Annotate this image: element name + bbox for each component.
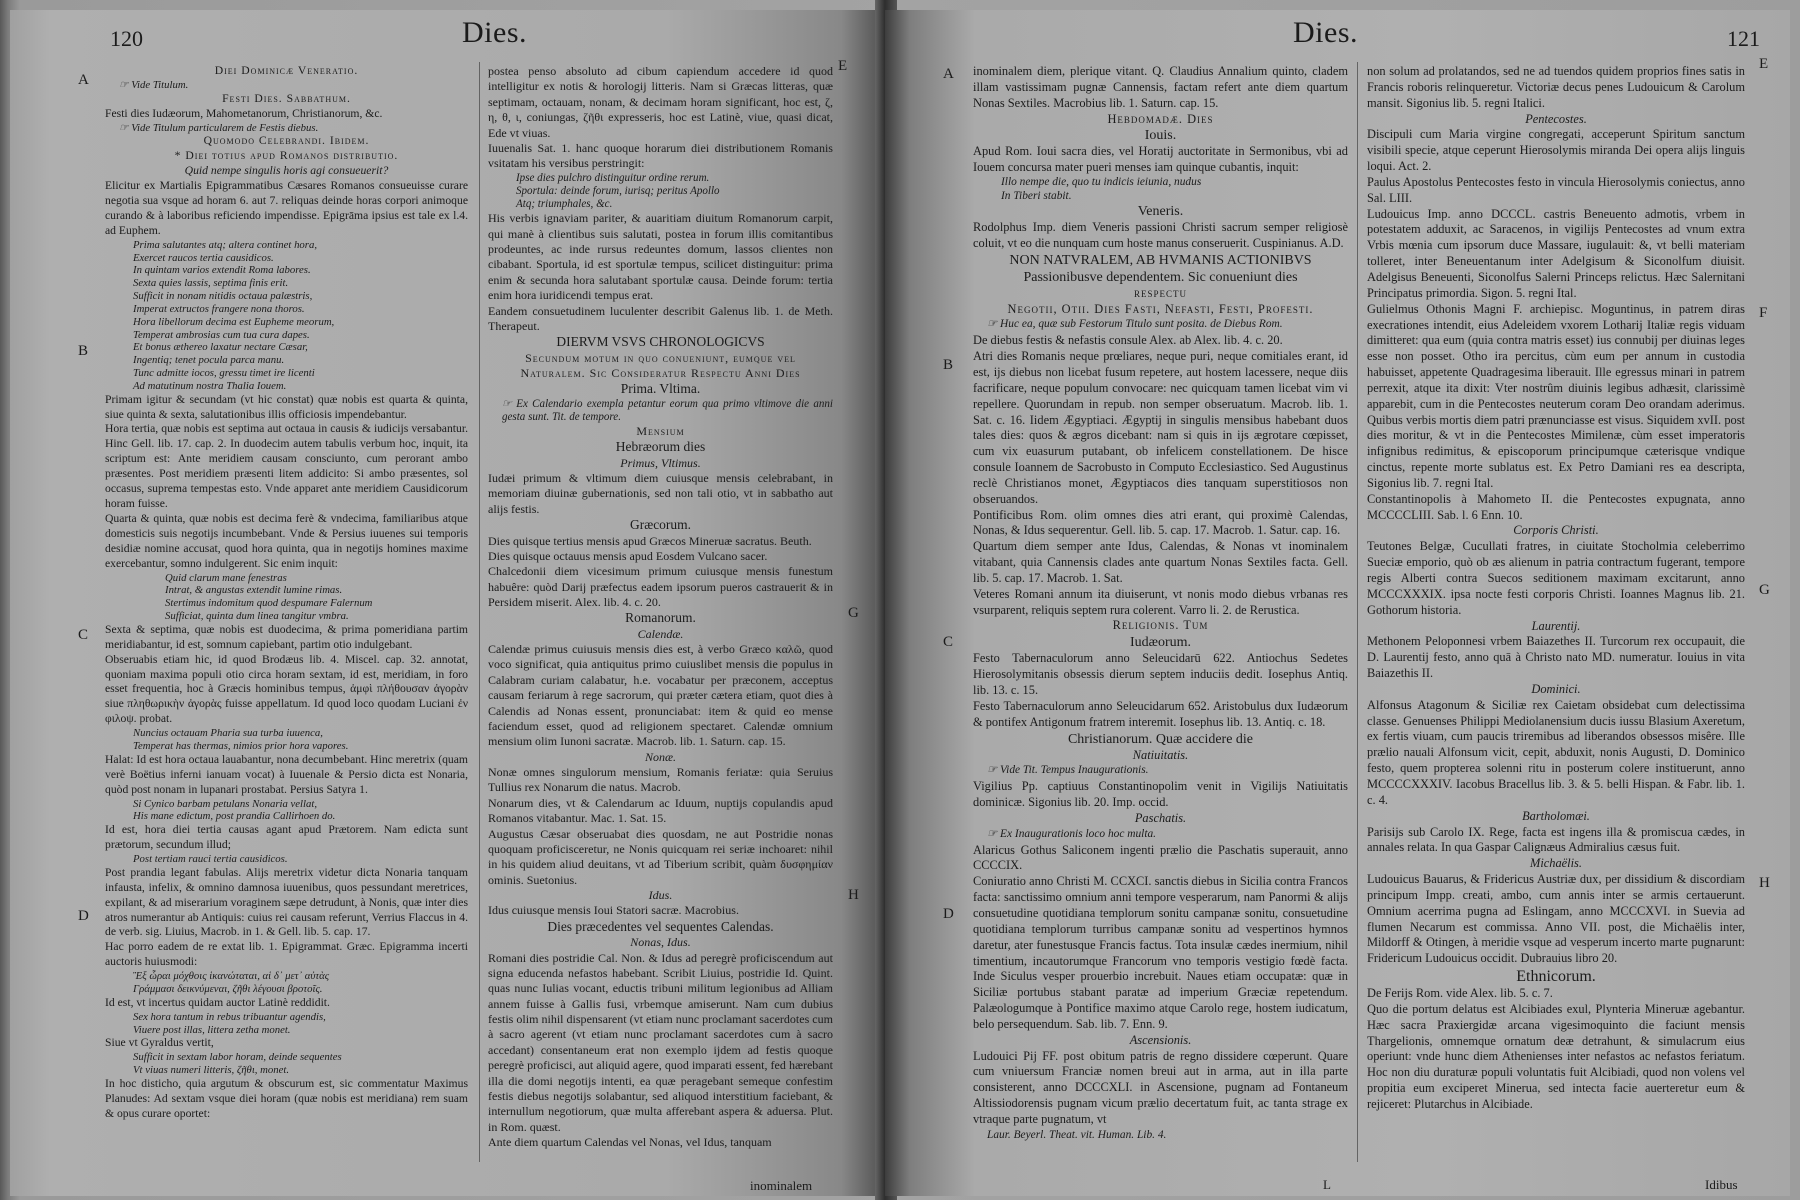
- paragraph: Rodolphus Imp. diem Veneris passioni Christi sacrum semper religiosè coluit, vt eo die nunquam cum hoste manus conseruerit. Cuspinianus. A.D.: [973, 220, 1348, 250]
- paragraph: Quarta & quinta, quæ nobis est decima ferè & vndecima, familiaribus atque domesticis suis negotijs incumbebant. Vnde & Persius iuuenes sui temporis desidiæ nomine accusat, quod hora quinta, qua in negotijs homines maxime exercebantur, somno indulgerent. Sic enim inquit:: [105, 511, 468, 570]
- paragraph: Idus cuiusque mensis Ioui Statori sacræ. Macrobius.: [488, 903, 739, 918]
- paragraph: Nonarum dies, vt & Calendarum ac Iduum, nuptijs copulandis apud Romanos vitabantur. Mac. 1. Sat. 15.: [488, 795, 833, 826]
- paragraph: In hoc disticho, quia argutum & obscurum est, sic commentatur Maximus Planudes: Ad sextam vsque diei horam (quæ nobis est meridiana) rem suam & opus curare oportet:: [105, 1076, 468, 1120]
- heading: Hebræorum dies: [615, 439, 706, 455]
- heading: Romanorum.: [625, 610, 696, 626]
- paragraph: Pontificibus Rom. olim omnes dies atri erant, qui proximè Calendas, Nonas, & Idus sequerentur. Gell. lib. 5. cap. 17. Macrob. 1. Satur. cap. 16.: [973, 507, 1348, 538]
- margin-letter-e: E: [838, 58, 848, 74]
- paragraph: Constantinopolis à Mahometo II. die Pentecostes expugnata, anno MCCCCLIII. Sab. l. 6 Enn. 10.: [1367, 491, 1745, 522]
- paragraph: Chalcedonii diem vicesimum primum cuiusque mensis funestum habuêre: quòd Darij præfectus eadem ipsorum pueros castrauerit & in Persidem miserit. Alex. lib. 4. c. 20.: [488, 564, 833, 610]
- heading: Iouis.: [1144, 128, 1177, 144]
- paragraph: Primam igitur & secundam (vt hic constat) quæ nobis est quarta & quinta, siue quinta & sexta, salutationibus illis officiosis impendebantur.: [105, 392, 468, 421]
- verse-line: His mane edictum, post prandia Callirhoen do.: [133, 810, 336, 823]
- paragraph: Ludouicus Bauarus, & Fridericus Austriæ dux, per dissidium & discordiam principum Impp. creati, ambo, cum annis inter se armis certauerunt. Omnium acerrima pugna ad Eslingam, anno MCCCXVI. in Suevia ad flumen Necarum est commissa. Anno VII. post, die Michaëlis inter, Mildorff & Otingen, à meridie vsque ad vesperum incerto marte pugnarunt: Fridericum Ludouicus occidit. Dubrauius libro 20.: [1367, 872, 1745, 966]
- verse-line: In quintam varios extendit Roma labores.: [133, 264, 311, 277]
- paragraph: Teutones Belgæ, Cucullati fratres, in ciuitate Stocholmia celeberrimo Sueciæ emporio, quò ob æs alienum in patria contractum fugerant, tempore regis Alberti contra Suecos seditionem maximam excitarunt, anno MCCCXXXIX. ipsa nocte festi corporis Christi. Ioannes Magnus lib. 21. Gothorum historia.: [1367, 539, 1745, 617]
- subheading: Ascensionis.: [1129, 1032, 1192, 1047]
- margin-letter-g: G: [1759, 582, 1770, 598]
- paragraph: Calendæ primus cuiusuis mensis dies est, à verbo Græco καλῶ, quod voco significat, quia antiquitus primo cuiuslibet mensis die populus in Calabram curiam calabatur, h.e. vocabatur per præconem, acceptus causam feriarum à rege sacrorum, qui præter cætera etiam, quot dies à Calendis ad Nonas essent, pronunciabat: item & quid eo mense faciendum esset, quod ad religionem spectaret. Calendæ omnium mensium olim Iunoni sacratæ. Macrob. lib. 1. Saturn. cap. 15.: [488, 642, 833, 749]
- subheading: Nonæ.: [644, 749, 677, 764]
- margin-letter-f: F: [1759, 305, 1768, 321]
- subheading: Idus.: [648, 888, 673, 903]
- cross-reference: ☞ Vide Tit. Tempus Inaugurationis.: [987, 764, 1149, 777]
- heading: DIERVM VSVS CHRONOLOGICVS: [556, 334, 765, 350]
- section-heading: Quomodo Celebrandi. Ibidem.: [203, 134, 370, 148]
- heading: NON NATVRALEM, AB HVMANIS ACTIONIBVS: [1009, 252, 1312, 268]
- margin-letter-d: D: [943, 906, 954, 922]
- subheading: Calendæ.: [637, 626, 684, 641]
- verse-line: Sexta quies lassis, septima finis erit.: [133, 277, 289, 290]
- paragraph: non solum ad prolatandos, sed ne ad tuendos quidem proprios fines satis in Francis roboris relinqueretur. Victoriæ decus penes Ludouicum & Carolum mansit. Sigonius lib. 5. regni Italici.: [1367, 64, 1745, 110]
- subheading: Nonas, Idus.: [630, 935, 691, 950]
- paragraph: De diebus festis & nefastis consule Alex. ab Alex. lib. 4. c. 20.: [973, 333, 1283, 348]
- paragraph: Ante diem quartum Calendas vel Nonas, vel Idus, tanquam: [488, 1135, 772, 1149]
- margin-letter-d: D: [78, 908, 89, 924]
- subheading: Bartholomæi.: [1522, 808, 1590, 823]
- subheading: Corporis Christi.: [1513, 523, 1599, 538]
- verse-line: Ipse dies pulchro distinguitur ordine rerum.: [516, 171, 710, 184]
- margin-letter-b: B: [943, 357, 954, 373]
- section-heading: Religionis. Tum: [1112, 618, 1209, 633]
- margin-letter-e: E: [1759, 56, 1769, 72]
- paragraph: Discipuli cum Maria virgine congregati, acceperunt Spiritum sanctum visibili specie, atque ceperunt Hierosolymis miranda Dei opera alijs linguis loqui. Act. 2.: [1367, 127, 1745, 174]
- paragraph: Eandem consuetudinem luculenter describit Galenus lib. 1. de Meth. Therapeut.: [488, 303, 833, 333]
- paragraph: Methonem Peloponnesi vrbem Baiazethes II. Turcorum rex occupauit, die D. Laurentij festo, anno quā à Christo nato MD. numeratur. Iouius in vita Baiazethis II.: [1367, 634, 1745, 681]
- verse-line: Atq; triumphales, &c.: [516, 198, 613, 211]
- paragraph: Post prandia legant fabulas. Alijs meretrix videtur dicta Nonaria tanquam infausta, infelix, & omnino damnosa iuuenibus, quos pessundant meretrices, expilant, & ad miserarium voraginem sæpe detrudunt, à Nonis, quæ inter dies atros numerantur ab Antiquis: cuius rei causam referunt, Verrius Flaccus in 4. de verb. sig. Liuius, Macrob. in 1. & Gell. lib. 5. cap. 17.: [105, 865, 468, 939]
- left-column-1: [105, 64, 468, 1122]
- heading: Passionibusve dependentem. Sic conueniunt dies: [1023, 269, 1298, 285]
- section-heading: * Diei totius apud Romanos distributio.: [174, 149, 399, 163]
- margin-letter-h: H: [1759, 875, 1770, 891]
- cross-reference: ☞ Vide Titulum.: [119, 78, 189, 91]
- verse-line: Prima salutantes atq; altera continet hora,: [133, 238, 317, 251]
- paragraph: Ludouici Pij FF. post obitum patris de regno dissidere cœperunt. Quare cum vniuersum Franciæ nomen breui aut in arma, aut in illa parte consisterent, anno DCCCXLI. in Ascensione, pugnam ad Fontaneum Altissiodorensis pugnam vicum prælio decertatum fuit, ac tanta strage ex vtraque parte pugnatum, vt: [973, 1048, 1348, 1126]
- section-heading: Naturalem. Sic Consideratur Respectu Anni Dies: [520, 365, 801, 380]
- margin-letter-g: G: [848, 605, 859, 621]
- paragraph: inominalem diem, plerique vitant. Q. Claudius Annalium quinto, cladem illam vastissimam pugnæ Cannensis, factam refert ante diem quartum Nonas Sextiles. Macrobius lib. 1. Saturn. cap. 15.: [973, 64, 1348, 110]
- paragraph: Gulielmus Othonis Magni F. archiepisc. Moguntinus, in patrem diras execrationes intendit, eius Adeleidem vxorem Lotharij Italiæ regis viduam dimitteret: qua eum (quia contra matris esset) ius connubij per diuinas leges esse non posset. Otho ira percitus, cùm eum per annum in custodia habuisset, appetente Quadragesima liberauit. Ille egressus minari in patrem perrexit, atque ita dixit: Vter nostrûm diuinis legibus adhæsit, clarissimè apparebit, cum in die Pentecostes neuterum coram Deo orandam aderimus. Quibus verbis mortis diem patri prænunciasse est visus. Siquidem xvII. post dies moritur, & vt in die Pentecostes Mimilenæ, cùm esset imperatoris infignibus redimitus, & episcoporum principumque cæterisque vndique cinctus, repente morte sublatus est. Ex Petro Damiani res ea descripta, Sigonius lib. 7. regni Ital.: [1367, 301, 1745, 490]
- subheading: Dominici.: [1531, 681, 1581, 696]
- verse-line: Post tertiam rauci tertia causidicos.: [133, 853, 288, 866]
- right-catchword: Idibus: [1705, 1177, 1738, 1192]
- paragraph: Id est, vt incertus quidam auctor Latinè reddidit.: [105, 995, 330, 1009]
- subheading: Quid nempe singulis horis agi consueuerit?: [184, 164, 389, 178]
- paragraph: Alaricus Gothus Saliconem ingenti prælio die Paschatis superauit, anno CCCCIX.: [973, 842, 1348, 873]
- verse-line: Intrat, & angustas extendit lumine rimas.: [165, 584, 343, 597]
- paragraph: Halat: Id est hora octaua lauabantur, nona decumbebant. Hinc meretrix (quam verè Boëtius inferni ianuam vocat) à Iuuenale & Persio dicta est Nonaria, quòd post nonam in lupanari prostabat. Persius Satyra 1.: [105, 752, 468, 796]
- left-folio: 120: [110, 26, 143, 51]
- heading: Veneris.: [1137, 204, 1184, 220]
- subheading: Primus, Vltimus.: [620, 455, 701, 470]
- subheading: Michaëlis.: [1530, 856, 1582, 871]
- subheading: Paschatis.: [1134, 810, 1187, 825]
- paragraph: Sexta & septima, quæ nobis est duodecima, & prima pomeridiana partim meridiabantur, id est, somnum capiebant, partim otio indulgebant.: [105, 622, 468, 651]
- paragraph: Quartum diem semper ante Idus, Calendas, & Nonas vt inominalem vitabant, quia Cannensis clades ante quartum Nonas Sextiles facta. Gell. lib. 5. cap. 17. Macrob. 1. Sat.: [973, 539, 1348, 585]
- verse-line: Exercet raucos tertia causidicos.: [133, 251, 274, 264]
- column-rule: [1357, 62, 1358, 1162]
- paragraph: Obseruabis etiam hic, id quod Brodæus lib. 4. Miscel. cap. 32. annotat, quoniam maxima populi otio circa horam sextam, id est, meridiam, in foro esset frequentia, hoc à Græcis hominibus tempus, ἀμφὶ πλήθουσαν ἀγορὰν siue πληθωρικὴν ἀγορὰς fuisse appellatum. Id quod loco quodam Luciani ἐν φιλοψ. probat.: [105, 652, 468, 726]
- paragraph: Atri dies Romanis neque prœliares, neque puri, neque comitiales erant, id est, ijs diebus non licebat fusum repetere, aut hostem lacessere, neque diis facrificare, neque populum convocare: nec quicquam tamen licebat vim vi repellere. Quorundam in repub. non semper obseruatum. Macrob. lib. 1. Sat. c. 16. Iidem Ægyptiaci. Ægyptij in singulis mensibus habebant duos tales dies: quos & ægros dicebant: nam si quis in ijs ægrotare cœpisset, cum vix euasurum putabant, ob infelicem constellationem. De hisce consule Ioannem de Sacrobusto in Computo Ecclesiastico. Sed Augustinus reclè Christianos monet, Ægyptiacos dies tanquam superstitiosos non obseruandos.: [973, 349, 1348, 506]
- paragraph: Parisijs sub Carolo IX. Rege, facta est ingens illa & promiscua cædes, in annales relata. In qua Gaspar Calignæus Admiralius cæsus fuit.: [1367, 824, 1745, 855]
- verse-line: Sex hora tantum in rebus tribuantur agendis,: [133, 1010, 326, 1023]
- paragraph: Coniuratio anno Christi M. CCXCI. sanctis diebus in Sicilia contra Francos facta: sanctissimo omnium anni tempore vesperarum, nam Panormi & alijs consuetudine quotidiana templorum sonitu campanæ sonitu, consuetudine quotidiana templorum turribus campanæ sonitu ad vespertinos hymnos daretur, ater funestusque Francis factus. Tota insulæ cædes inermium, nihil timentium, incautorumque Francorum vno temporis vestigio fœdè facta. Inde Siculus vesper prouerbio increbuit. Naues etiam occupatæ: quæ in Siciliæ portubus stabant paratæ ad imperium Græciæ repetendum. Palæologumque à Pontifice maximo atque Carolo rege, hostem iudicatum, belo persequendum. Sab. lib. 7. Enn. 9.: [973, 874, 1348, 1031]
- subheading: Natiuitatis.: [1132, 747, 1189, 762]
- verse-line: Viuere post illas, littera zetha monet.: [133, 1023, 291, 1036]
- section-heading: respectu: [1133, 285, 1187, 300]
- cross-reference: ☞ Ex Inaugurationis loco hoc multa.: [987, 827, 1157, 840]
- left-column-2: [488, 64, 833, 1150]
- section-heading: Diei Dominicæ Veneratio.: [214, 64, 359, 77]
- heading: Prima. Vltima.: [620, 381, 701, 397]
- paragraph: postea penso absoluto ad cibum capiendum accedere id quod intelligitur ex notis & horologij litteris. Nam si Græcas litteras, quæ septimam, octauam, nonam, & decimam horam significant, hoc est, ζ, η, θ, ι, coniungas, ζῆθι expresseris, hoc est Latinè, viue, quasi dicat, Ede vt viuas.: [488, 64, 833, 140]
- margin-letter-c: C: [78, 627, 89, 643]
- paragraph: Vigilius Pp. captiuus Constantinopolim venit in Vigilijs Natiuitatis dominicæ. Sigonius lib. 20. Imp. occid.: [973, 779, 1348, 810]
- subheading: Pentecostes.: [1525, 111, 1587, 126]
- paragraph: Augustus Cæsar obseruabat dies quosdam, ne aut Postridie nonas quoquam proficisceretur, ne Nonis quicquam rei seriæ inchoaret: nihil in his quidem aliud deuitans, vt ad Tiberium scribit, quàm δυσφημίαν ominis. Suetonius.: [488, 826, 833, 887]
- verse-line: Sportula: deinde forum, iurisq; peritus Apollo: [516, 184, 720, 197]
- verse-line: Ad matutinum nostra Thalia Iouem.: [133, 379, 287, 392]
- cross-reference: ☞ Huc ea, quæ sub Festorum Titulo sunt posita. de Diebus Rom.: [987, 318, 1283, 331]
- verse-line: Quid clarum mane fenestras: [165, 571, 287, 584]
- signature-mark: L: [1323, 1177, 1331, 1192]
- right-page: [885, 10, 1790, 1196]
- margin-letter-c: C: [943, 634, 954, 650]
- verse-line: Si Cynico barbam petulans Nonaria vellat,: [133, 797, 317, 810]
- heading: Dies præcedentes vel sequentes Calendas.: [547, 918, 774, 934]
- right-column-2: [1367, 64, 1745, 1113]
- paragraph: Iuuenalis Sat. 1. hanc quoque horarum diei distributionem Romanis vsitatam his versibus perstringit:: [488, 140, 833, 171]
- verse-line: Ἓξ ὧραι μόχθοις ἱκανώταται, αἱ δ᾽ μετ᾽ αὐτὰς: [133, 970, 330, 983]
- left-running-head: Dies.: [462, 16, 527, 49]
- left-catchword: inominalem: [750, 1178, 813, 1193]
- verse-line: Sufficit in sextam labor horam, deinde sequentes: [133, 1051, 342, 1064]
- cross-reference: ☞ Ex Calendario exempla petantur eorum qua primo vltimove die anni gesta sunt. Tit. de tempore.: [502, 397, 833, 423]
- paragraph: Dies quisque octauus mensis apud Eosdem Vulcano sacer.: [488, 548, 768, 563]
- margin-letter-a: A: [78, 72, 89, 88]
- margin-letter-a: A: [943, 66, 954, 82]
- paragraph: Hora tertia, quæ nobis est septima aut octaua in causis & iudicijs versabantur. Hinc Gell. lib. 17. cap. 2. In duodecim autem tabulis verbum hoc, inquit, ita scriptum est: Ante meridiem causam consciunto, cum perorant ambo præsentes. Post meridiem præsenti litem addicito: Si ambo præsentes, sol occasus, suprema tempestas esto. Vnde apparet ante meridiem Causidicorum horam fuisse.: [105, 422, 468, 510]
- column-rule: [479, 62, 480, 1162]
- cross-reference: Laur. Beyerl. Theat. vit. Human. Lib. 4.: [987, 1128, 1167, 1141]
- paragraph: Veteres Romani annum ita diuiserunt, vt nonis modo diebus vrbanas res vsurparent, reliquis septem rura colerent. Varro li. 2. de Rerustica.: [973, 586, 1348, 617]
- paragraph: Elicitur ex Martialis Epigrammatibus Cæsares Romanos consueuisse curare negotia sua vsque ad horam 6. aut 7. reliquas deinde horas corpori animoque curando & à laboribus reficiendo impendisse. Epigrāma ipsius est tale ex l.4. ad Euphem.: [105, 179, 468, 237]
- paragraph: Ludouicus Imp. anno DCCCL. castris Beneuento admotis, vrbem in potestatem adduxit, ac Saracenos, in vigilijs Pentecostes ad vnum extra Vrbis mœnia cum ipsorum duce Massare, iugulauit: &, vt belli materiam tolleret, inter Beneuentanum inter Adelgisum & Siconolfum diuisit. Adelgisus Beneuenti, Siconolfus Salerni Princeps relictus. Hæc Salernitani Principatus primordia. Sigon. 5. regni Ital.: [1367, 206, 1745, 300]
- verse-line: Hora libellorum decima est Eupheme meorum,: [133, 315, 335, 328]
- paragraph: Paulus Apostolus Pentecostes festo in vincula Hierosolymis coniectus, anno Sal. LIII.: [1367, 174, 1745, 205]
- verse-line: Γράμμασι δεικνύμεναι, ζῆθι λέγουσι βροτοῖς.: [133, 983, 323, 996]
- paragraph: Romani dies postridie Cal. Non. & Idus ad peregrè proficiscendum aut signa educenda nefastos habebant. Scribit Liuius, postridie Id. Quint. quas nunc Iulias vocant, eductis tribuni militum legionibus ad Alliam annem fuisse à Gallis fusi, vrbemque amiserunt. Nam cum dubius festis olim nihil dispensarent (vt etiam nunc proclamant sacerdotes cum à sacro agerent (vt etiam nunc proclamant sacerdotes cum à sacro accedant) consentaneum erat non exemplo ijdem ad festis quoque peregrè proficisci, aut aliquid agere, quod imparati essent, fed hærebant illa die domi negotijs intenti, ea quæ peragebant semeque confestim festis diebus negotijs solabantur, sed aliquod interstitium faciebant, & internullum negotiorum, quæ multa afferebant aspera & aduersa. Plut. in Rom. quæst.: [488, 950, 833, 1134]
- verse-line: Ingentiq; tenet pocula parca manu.: [133, 354, 285, 367]
- right-column-1: [973, 64, 1348, 1144]
- subheading: Laurentij.: [1531, 618, 1581, 633]
- verse-line: Tunc admitte iocos, gressu timet ire licenti: [133, 367, 315, 379]
- verse-line: Sufficiat, quinta dum linea tangitur vmbra.: [165, 610, 349, 623]
- paragraph: His verbis ignaviam pariter, & auaritiam diuitum Romanorum carpit, qui manè à clientibus suis salutati, postea in forum illis comitantibus prodeuntes, ac inde rursus redeuntes domum, lassos clientes non cibabant. Sportula, id est sportulæ tempus, scilicet distinguitur: prima enim & secunda hora salutabant sportulæ causa. Deinde forum: tertia enim hora iuridicendi tempus erat.: [488, 211, 833, 303]
- paragraph: Festo Tabernaculorum anno Seleucidarū 622. Antiochus Sedetes Hierosolymitanis obsessis dierum septem induciis dedit. Iosephus Antiq. lib. 13. c. 15.: [973, 651, 1348, 697]
- verse-line: Imperat extructos frangere nona thoros.: [133, 302, 305, 315]
- heading: Christianorum. Quæ accidere die: [1067, 731, 1254, 747]
- heading: Iudæorum.: [1129, 635, 1192, 651]
- paragraph: Id est, hora diei tertia causas agant apud Prætorem. Nam edicta sunt prætorum, secundum illud;: [105, 823, 468, 852]
- paragraph: Alfonsus Atagonum & Siciliæ rex Caietam obsidebat cum delectissima classe. Genuenses Philippi Mediolanensium ducis iussu Blasium Axeretum, ex fertis viuam, cum paucis triremibus ad liberandos obsessos misêre. Ille prælio nauali Alfonsum vicit, cepit, abduxit, nonis Augusti, D. Dominico festo, quem propterea solenni ritu in posterum colere instituerunt, anno MCCCCXXXIV. Iacobus Bracellus lib. 3. & 5. belli Hispan. & Fabr. lib. 1. c. 4.: [1367, 697, 1745, 807]
- cross-reference: ☞ Vide Titulum particularem de Festis diebus.: [119, 121, 319, 134]
- paragraph: Festi dies Iudæorum, Mahometanorum, Christianorum, &c.: [105, 106, 383, 120]
- section-heading: Festi Dies. Sabbathum.: [222, 91, 351, 105]
- section-heading: Mensium: [636, 424, 685, 439]
- verse-line: Vt viuas numeri litteris, ζῆθι, monet.: [133, 1064, 290, 1077]
- section-heading: Hebdomadæ. Dies: [1107, 111, 1214, 126]
- verse-line: In Tiberi stabit.: [1001, 189, 1072, 202]
- paragraph: Quo die portum delatus est Alcibiades exul, Plynteria Mineruæ agebantur. Hæc sacra Praxiergidæ arcana vigesimoquinto die faciunt mensis Thargelionis, omnemque ornatum deæ detrahunt, & simulacrum eius operiunt: vnde hunc diem Athenienses inter nefastos ac nefastos feriatum. Hoc non diu duraturæ populi voluntatis fuit Alcibiadi, quod non volens vel propitia eum exciperet Minerua, sed intecta facie auerteretur eum & rejiceret: Plutarchus in Alcibiade.: [1367, 1001, 1745, 1111]
- right-folio: 121: [1727, 26, 1760, 51]
- right-running-head: Dies.: [1293, 16, 1358, 49]
- section-heading: Negotii, Otii. Dies Fasti, Nefasti, Festi, Profesti.: [1007, 301, 1314, 316]
- paragraph: Hac porro eadem de re extat lib. 1. Epigrammat. Græc. Epigramma incerti auctoris huiusmodi:: [105, 940, 468, 969]
- section-heading: Secundum motum in quo conueniunt, eumque vel: [525, 350, 796, 365]
- verse-line: Illo nempe die, quo tu indicis ieiunia, nudus: [1001, 176, 1202, 189]
- verse-line: Nuncius octauam Pharia sua turba iuuenca,: [133, 727, 323, 740]
- margin-letter-b: B: [78, 343, 89, 359]
- margin-letter-h: H: [848, 887, 859, 903]
- verse-line: Temperat has thermas, nimios prior hora vapores.: [133, 740, 349, 753]
- paragraph: Festo Tabernaculorum anno Seleucidarum 652. Aristobulus dux Iudæorum & pontifex Antigonum fratrem interemit. Iosephus lib. 13. Antiq. c. 18.: [973, 698, 1348, 729]
- heading: Græcorum.: [630, 517, 691, 533]
- heading: Ethnicorum.: [1516, 968, 1596, 986]
- verse-line: Stertimus indomitum quod despumare Falernum: [165, 597, 373, 610]
- paragraph: Apud Rom. Ioui sacra dies, vel Horatij auctoritate in Sermonibus, vbi ad Iouem concursa mater pueri menses iam quinque cubantis, inquit:: [973, 144, 1348, 175]
- paragraph: Siue vt Gyraldus vertit,: [105, 1036, 214, 1050]
- verse-line: Sufficit in nonam nitidis octaua palæstris,: [133, 290, 313, 303]
- paragraph: Iudæi primum & vltimum diem cuiusque mensis celebrabant, in memoriam diuinæ gubernationis, sed non tali otio, vt in sabbatho aut alijs festis.: [488, 471, 833, 516]
- verse-line: Et bonus æthereo laxatur nectare Cæsar,: [133, 341, 308, 354]
- paragraph: De Ferijs Rom. vide Alex. lib. 5. c. 7.: [1367, 986, 1553, 1001]
- paragraph: Dies quisque tertius mensis apud Græcos Mineruæ sacratus. Beuth.: [488, 533, 812, 548]
- verse-line: Temperat ambrosias cum tua cura dapes.: [133, 328, 310, 341]
- left-page: [10, 10, 885, 1196]
- paragraph: Nonæ omnes singulorum mensium, Romanis feriatæ: quia Seruius Tullius rex Nonarum die natus. Macrob.: [488, 765, 833, 795]
